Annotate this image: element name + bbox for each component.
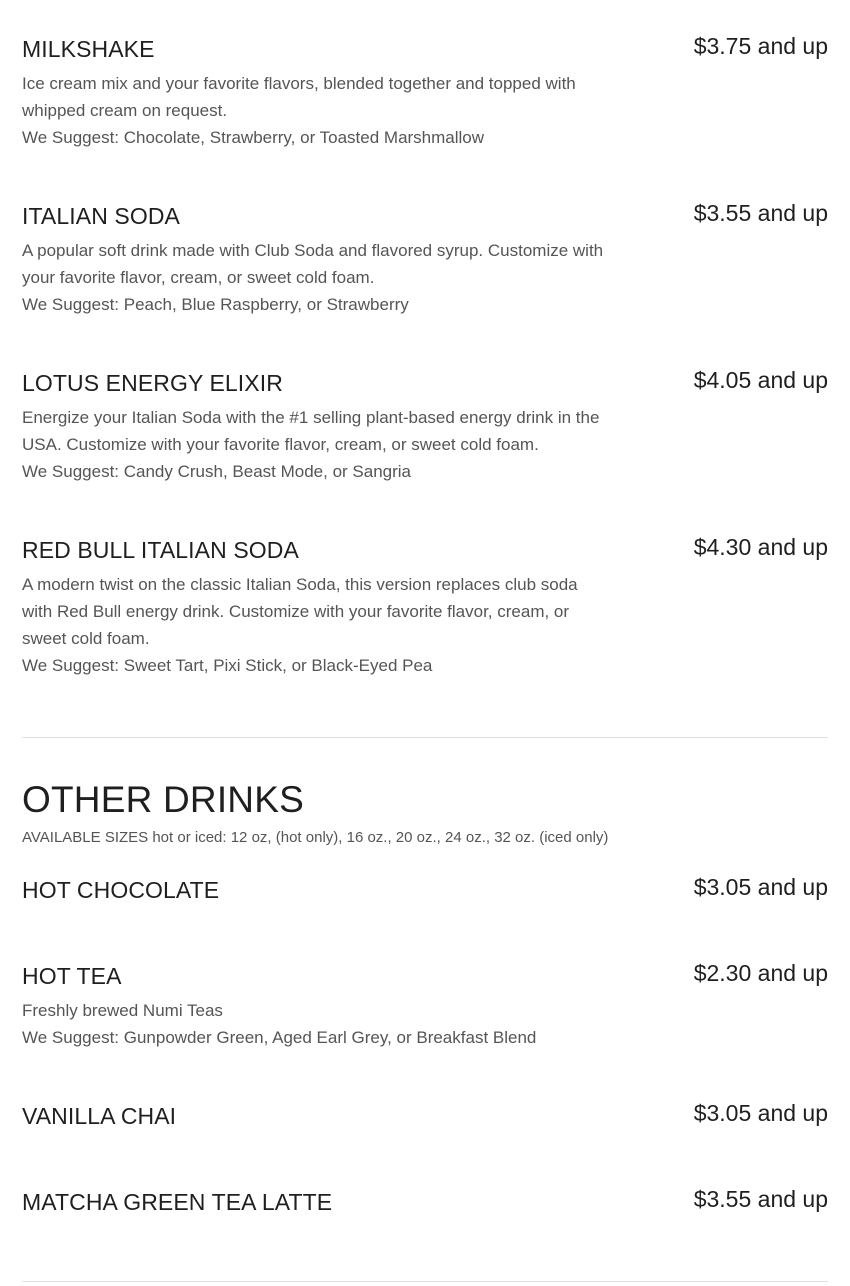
item-suggestion: We Suggest: Gunpowder Green, Aged Earl Grey, or Breakfast Blend xyxy=(22,1028,537,1047)
item-price: $2.30 and up xyxy=(693,960,828,986)
menu-item-lotus-energy-elixir xyxy=(22,369,828,485)
item-name: MATCHA GREEN TEA LATTE xyxy=(22,1189,333,1215)
item-description-text: A popular soft drink made with Club Soda and flavored syrup. Customize with your favorite flavor, cream, or sweet cold foam. xyxy=(22,241,604,287)
item-price: $3.55 and up xyxy=(693,1186,828,1212)
menu-item-red-bull-italian-soda xyxy=(22,536,828,679)
item-description-text: Ice cream mix and your favorite flavors, blended together and topped with whipped cream on request. xyxy=(22,74,576,120)
item-suggestion: We Suggest: Peach, Blue Raspberry, or Strawberry xyxy=(22,295,409,314)
item-suggestion: We Suggest: Sweet Tart, Pixi Stick, or Black-Eyed Pea xyxy=(22,656,433,675)
item-price: $3.55 and up xyxy=(693,200,828,226)
menu-item-hot-chocolate xyxy=(22,876,828,904)
item-name: RED BULL ITALIAN SODA xyxy=(22,537,299,563)
item-name: LOTUS ENERGY ELIXIR xyxy=(22,370,283,396)
item-description xyxy=(22,404,612,485)
menu-item-vanilla-chai xyxy=(22,1102,828,1130)
item-suggestion: We Suggest: Candy Crush, Beast Mode, or Sangria xyxy=(22,462,411,481)
menu-item-matcha-green-tea-latte xyxy=(22,1188,828,1216)
item-price: $4.05 and up xyxy=(693,367,828,393)
item-description xyxy=(22,237,612,318)
item-name: HOT TEA xyxy=(22,963,122,989)
item-price: $3.75 and up xyxy=(693,33,828,59)
menu-item-italian-soda xyxy=(22,202,828,318)
section-title: OTHER DRINKS xyxy=(22,779,304,820)
menu-item-hot-tea xyxy=(22,962,828,1051)
sizes-note: AVAILABLE SIZES hot or iced: 12 oz, (hot only), 16 oz., 20 oz., 24 oz., 32 oz. (iced only) xyxy=(22,829,609,846)
item-description-text: Freshly brewed Numi Teas xyxy=(22,1001,223,1020)
item-description-text: Energize your Italian Soda with the #1 selling plant-based energy drink in the USA. Customize with your favorite flavor, cream, or sweet cold foam. xyxy=(22,408,600,454)
item-name: VANILLA CHAI xyxy=(22,1103,177,1129)
section-divider xyxy=(22,737,828,738)
item-price: $3.05 and up xyxy=(693,1100,828,1126)
section-divider xyxy=(22,1281,828,1282)
item-description-text: A modern twist on the classic Italian Soda, this version replaces club soda with Red Bull energy drink. Customize with your favorite flavor, cream, or sweet cold foam. xyxy=(22,575,578,648)
item-description xyxy=(22,571,612,679)
item-name: HOT CHOCOLATE xyxy=(22,877,220,903)
item-suggestion: We Suggest: Chocolate, Strawberry, or Toasted Marshmallow xyxy=(22,128,485,147)
item-name: MILKSHAKE xyxy=(22,36,155,62)
menu-item-milkshake xyxy=(22,35,828,151)
item-price: $4.30 and up xyxy=(693,534,828,560)
item-price: $3.05 and up xyxy=(693,874,828,900)
section-header-other-drinks xyxy=(22,778,828,848)
item-name: ITALIAN SODA xyxy=(22,203,180,229)
item-description xyxy=(22,997,612,1051)
item-description xyxy=(22,70,612,151)
